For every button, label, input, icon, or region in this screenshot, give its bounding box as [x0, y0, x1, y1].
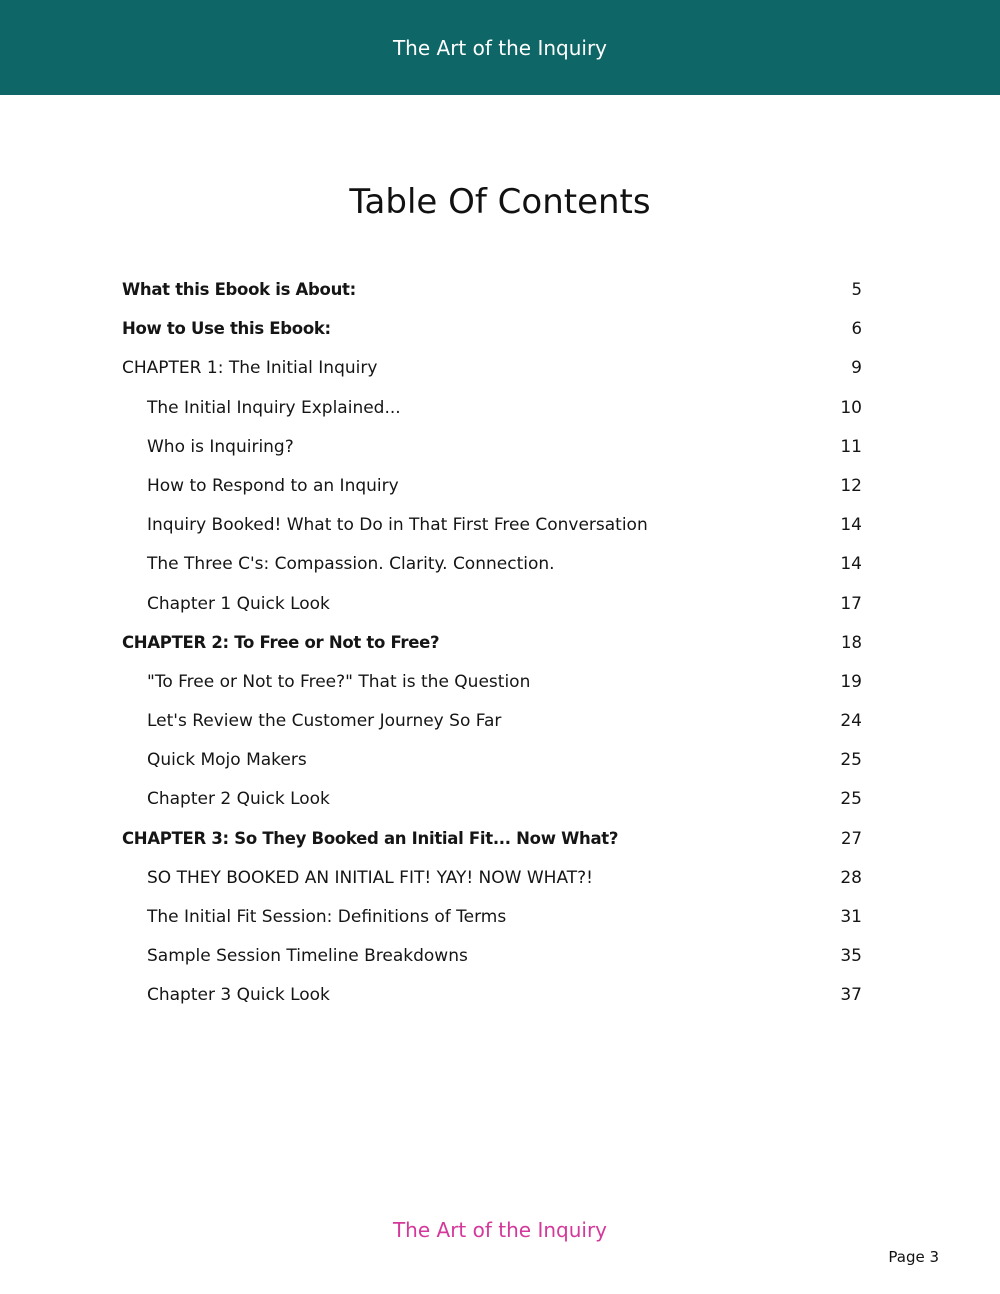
toc-entry[interactable] — [122, 905, 862, 944]
toc-entry[interactable] — [122, 944, 862, 983]
toc-heading: Table Of Contents — [349, 182, 651, 222]
toc-entry-page-number: 14 — [840, 515, 862, 536]
toc-entry[interactable] — [122, 356, 862, 395]
toc-entry-label: Let's Review the Customer Journey So Far — [147, 711, 502, 732]
toc-entry-page-number: 12 — [840, 475, 862, 496]
toc-entry-page-number: 10 — [840, 397, 862, 418]
toc-entry-label: How to Use this Ebook: — [122, 319, 331, 339]
toc-entry[interactable] — [122, 592, 862, 631]
toc-entry-page-number: 24 — [840, 711, 862, 732]
toc-entry[interactable] — [122, 983, 862, 1022]
toc-entry-page-number: 6 — [851, 319, 862, 339]
toc-entry-page-number: 9 — [851, 358, 862, 379]
toc-entry[interactable] — [122, 435, 862, 474]
toc-entry-label: CHAPTER 2: To Free or Not to Free? — [122, 632, 440, 652]
toc-list — [122, 278, 862, 1023]
toc-entry-page-number: 25 — [840, 789, 862, 810]
toc-entry[interactable] — [122, 670, 862, 709]
toc-entry[interactable] — [122, 513, 862, 552]
toc-entry[interactable] — [122, 631, 862, 670]
toc-entry-label: The Initial Fit Session: Definitions of Terms — [147, 907, 507, 927]
toc-entry-label: Chapter 2 Quick Look — [147, 789, 330, 810]
toc-entry-page-number: 25 — [840, 750, 862, 771]
toc-entry-label: CHAPTER 3: So They Booked an Initial Fit... Now What? — [122, 828, 619, 848]
toc-entry-label: How to Respond to an Inquiry — [147, 475, 399, 496]
toc-entry-label: SO THEY BOOKED AN INITIAL FIT! YAY! NOW WHAT?! — [147, 867, 593, 888]
header-band — [0, 0, 1000, 95]
toc-entry-label: "To Free or Not to Free?" That is the Question — [147, 671, 531, 692]
toc-entry-page-number: 18 — [841, 632, 862, 652]
toc-entry-label: The Three C's: Compassion. Clarity. Connection. — [147, 554, 555, 575]
toc-entry-page-number: 27 — [841, 828, 862, 848]
toc-entry[interactable] — [122, 317, 862, 356]
toc-entry-page-number: 17 — [840, 593, 862, 614]
toc-entry[interactable] — [122, 278, 862, 317]
toc-entry[interactable] — [122, 787, 862, 826]
toc-entry[interactable] — [122, 748, 862, 787]
toc-entry-label: Chapter 3 Quick Look — [147, 985, 330, 1006]
toc-entry-label: Quick Mojo Makers — [147, 750, 307, 771]
toc-entry[interactable] — [122, 474, 862, 513]
toc-entry-label: Sample Session Timeline Breakdowns — [147, 946, 468, 967]
toc-entry[interactable] — [122, 396, 862, 435]
toc-entry[interactable] — [122, 709, 862, 748]
header-title: The Art of the Inquiry — [392, 36, 608, 60]
toc-entry[interactable] — [122, 552, 862, 591]
toc-entry-page-number: 37 — [840, 985, 862, 1006]
toc-entry-label: Inquiry Booked! What to Do in That First Free Conversation — [147, 515, 648, 536]
toc-entry-page-number: 11 — [840, 436, 862, 457]
toc-entry-label: The Initial Inquiry Explained... — [147, 397, 401, 418]
toc-entry-page-number: 35 — [840, 946, 862, 967]
toc-entry-page-number: 31 — [840, 907, 862, 927]
toc-entry-page-number: 14 — [840, 554, 862, 575]
toc-entry[interactable] — [122, 827, 862, 866]
toc-entry-label: CHAPTER 1: The Initial Inquiry — [122, 358, 378, 379]
page-number: Page 3 — [888, 1248, 939, 1266]
toc-entry-page-number: 5 — [851, 280, 862, 299]
toc-entry-label: Chapter 1 Quick Look — [147, 593, 330, 614]
toc-entry-page-number: 28 — [840, 867, 862, 888]
toc-entry-label: What this Ebook is About: — [122, 280, 356, 299]
toc-entry[interactable] — [122, 866, 862, 905]
toc-entry-label: Who is Inquiring? — [147, 436, 294, 457]
footer-title: The Art of the Inquiry — [392, 1218, 608, 1242]
toc-entry-page-number: 19 — [840, 671, 862, 692]
